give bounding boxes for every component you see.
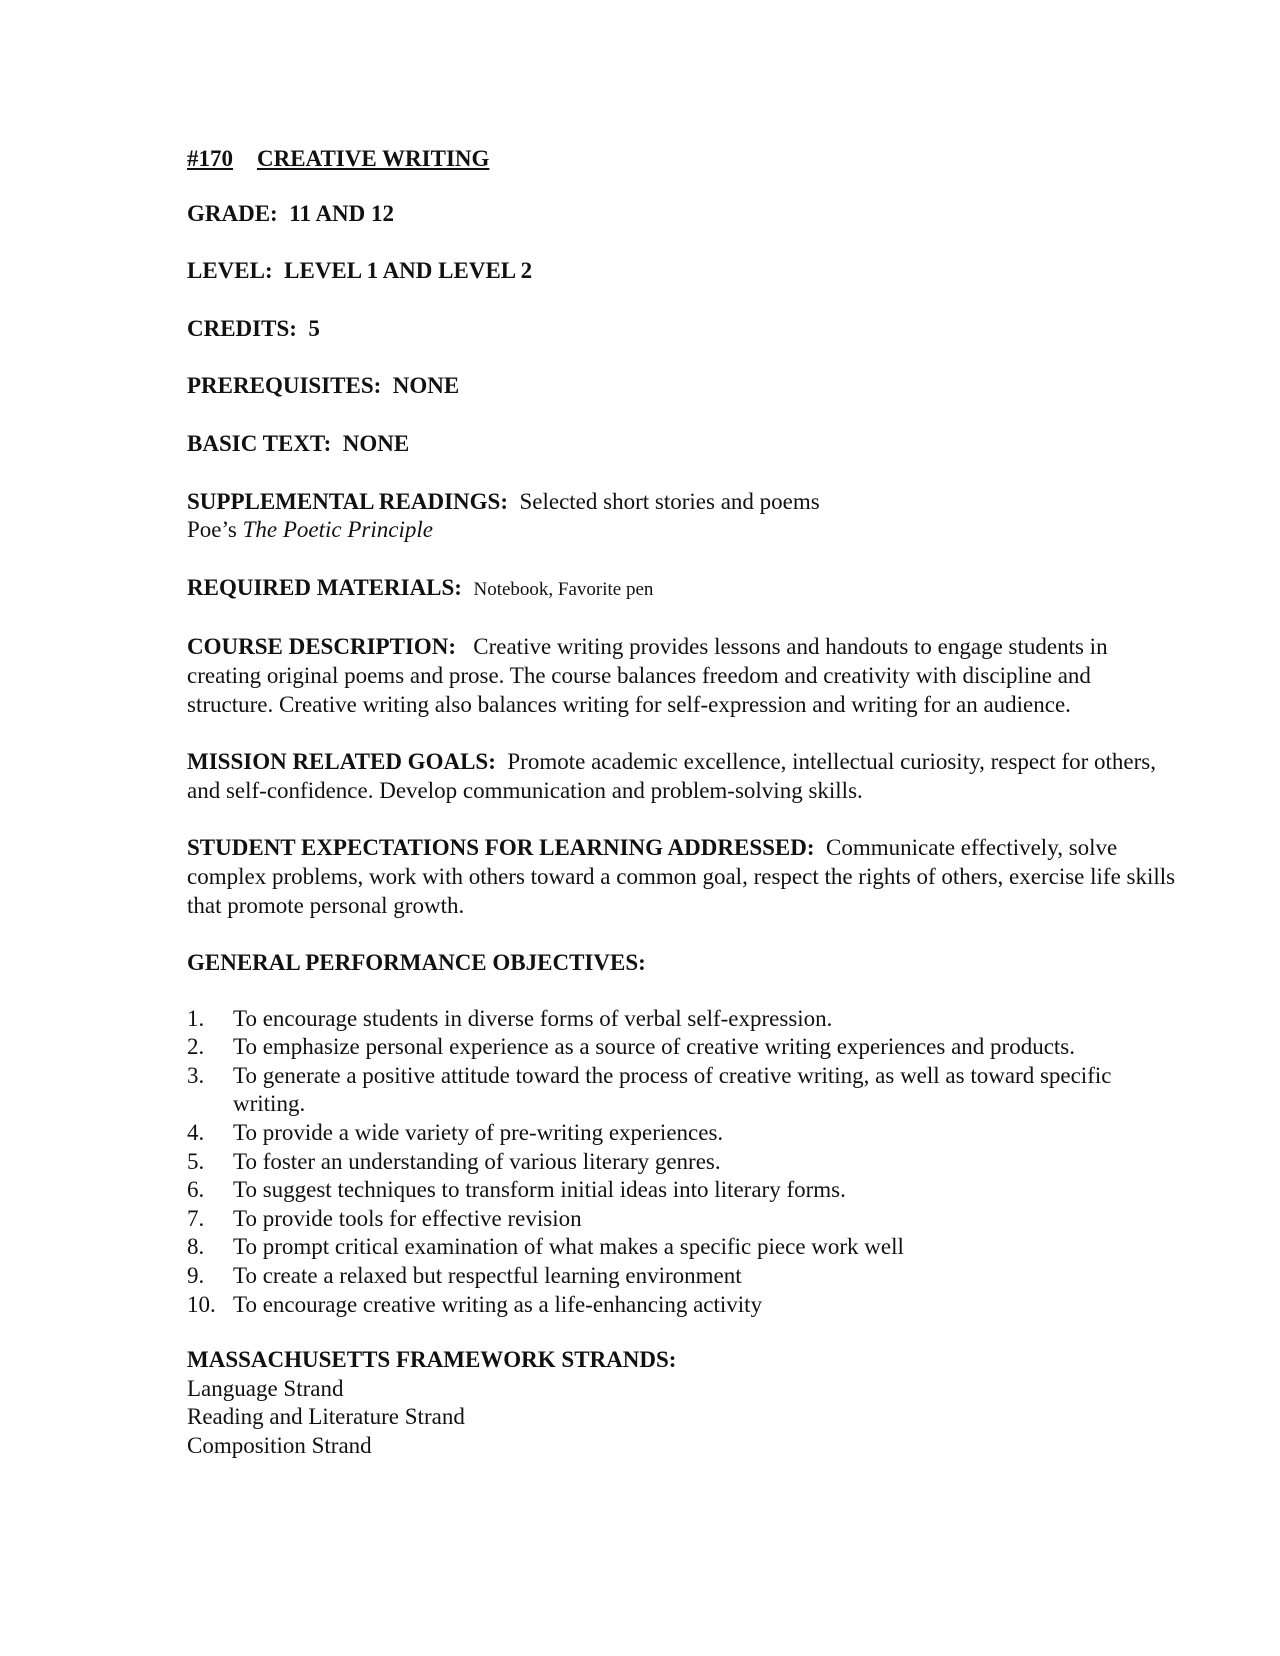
field-level [187,257,1177,286]
supplemental-label: SUPPLEMENTAL READINGS: [187,488,508,514]
list-item-text: To provide tools for effective revision [233,1205,582,1231]
field-label: CREDITS: [187,315,297,341]
list-item [187,1148,1177,1177]
supplemental-readings [187,488,1177,545]
list-item-number: 7. [187,1205,205,1231]
strands-heading: MASSACHUSETTS FRAMEWORK STRANDS: [187,1347,677,1373]
mission-text: Promote academic excellence, intellectual curiosity, respect for others, and self-confidence. Develop communication and problem-solving skills. [187,749,1156,803]
list-item [187,1291,1177,1320]
document-page [187,145,1177,1461]
student-expectations [187,834,1177,920]
strand-item: Reading and Literature Strand [187,1404,465,1430]
list-item-text: To encourage creative writing as a life-enhancing activity [233,1291,763,1317]
course-description [187,633,1177,719]
field-label: LEVEL: [187,258,273,284]
list-item [187,1119,1177,1148]
expectations-label: STUDENT EXPECTATIONS FOR LEARNING ADDRESSED: [187,835,815,861]
list-item-number: 5. [187,1148,205,1174]
expectations-text: Communicate effectively, solve complex problems, work with others toward a common goal, respect the rights of others, exercise life skills that promote personal growth. [187,835,1176,918]
list-item-number: 2. [187,1034,205,1060]
list-item-text: To generate a positive attitude toward the process of creative writing, as well as toward specific writing. [233,1062,1112,1117]
field-value: 11 AND 12 [289,200,395,226]
course-title [187,145,1177,174]
description-text: Creative writing provides lessons and handouts to engage students in creating original poems and prose. The course balances freedom and creativity with discipline and structure. Creative writing also balances writing for self-expression and writing for an audience. [187,634,1108,717]
objectives-list [187,1005,1177,1320]
mission-label: MISSION RELATED GOALS: [187,749,496,775]
list-item [187,1062,1177,1119]
field-prerequisites [187,372,1177,401]
list-item [187,1233,1177,1262]
field-credits [187,315,1177,344]
course-number: #170 [187,146,233,171]
course-name: CREATIVE WRITING [257,146,490,171]
list-item-number: 4. [187,1120,205,1146]
field-value: NONE [392,373,460,399]
supplemental-line2-title: The Poetic Principle [242,517,433,543]
field-basic-text [187,430,1177,459]
list-item-number: 1. [187,1005,205,1031]
field-value: LEVEL 1 AND LEVEL 2 [284,258,533,284]
description-label: COURSE DESCRIPTION: [187,634,457,660]
list-item-text: To prompt critical examination of what makes a specific piece work well [233,1234,904,1260]
field-value: NONE [342,430,410,456]
field-grade [187,200,1177,229]
list-item [187,1176,1177,1205]
field-value: 5 [308,315,320,341]
supplemental-line2-prefix: Poe’s [187,517,243,543]
mission-goals [187,748,1177,805]
strand-item: Composition Strand [187,1433,372,1458]
list-item-text: To provide a wide variety of pre-writing experiences. [233,1120,724,1146]
list-item-number: 9. [187,1263,205,1289]
list-item [187,1033,1177,1062]
list-item-text: To create a relaxed but respectful learning environment [233,1263,742,1289]
list-item-number: 8. [187,1234,205,1260]
field-label: GRADE: [187,200,278,226]
supplemental-value: Selected short stories and poems [519,488,820,514]
strand-item: Language Strand [187,1375,344,1401]
list-item-number: 3. [187,1062,205,1088]
list-item-number: 10. [187,1291,216,1317]
list-item-text: To suggest techniques to transform initial ideas into literary forms. [233,1177,846,1203]
list-item-text: To encourage students in diverse forms of verbal self-expression. [233,1005,833,1031]
list-item [187,1262,1177,1291]
required-materials [187,574,1177,605]
list-item-text: To foster an understanding of various literary genres. [233,1148,721,1174]
objectives-heading: GENERAL PERFORMANCE OBJECTIVES: [187,950,646,976]
list-item-number: 6. [187,1177,205,1203]
list-item [187,1005,1177,1034]
materials-label: REQUIRED MATERIALS: [187,574,462,600]
field-label: BASIC TEXT: [187,430,332,456]
materials-value: Notebook, Favorite pen [473,578,654,600]
framework-strands [187,1346,1177,1460]
field-label: PREREQUISITES: [187,373,382,399]
list-item [187,1205,1177,1234]
list-item-text: To emphasize personal experience as a source of creative writing experiences and products. [233,1034,1075,1060]
